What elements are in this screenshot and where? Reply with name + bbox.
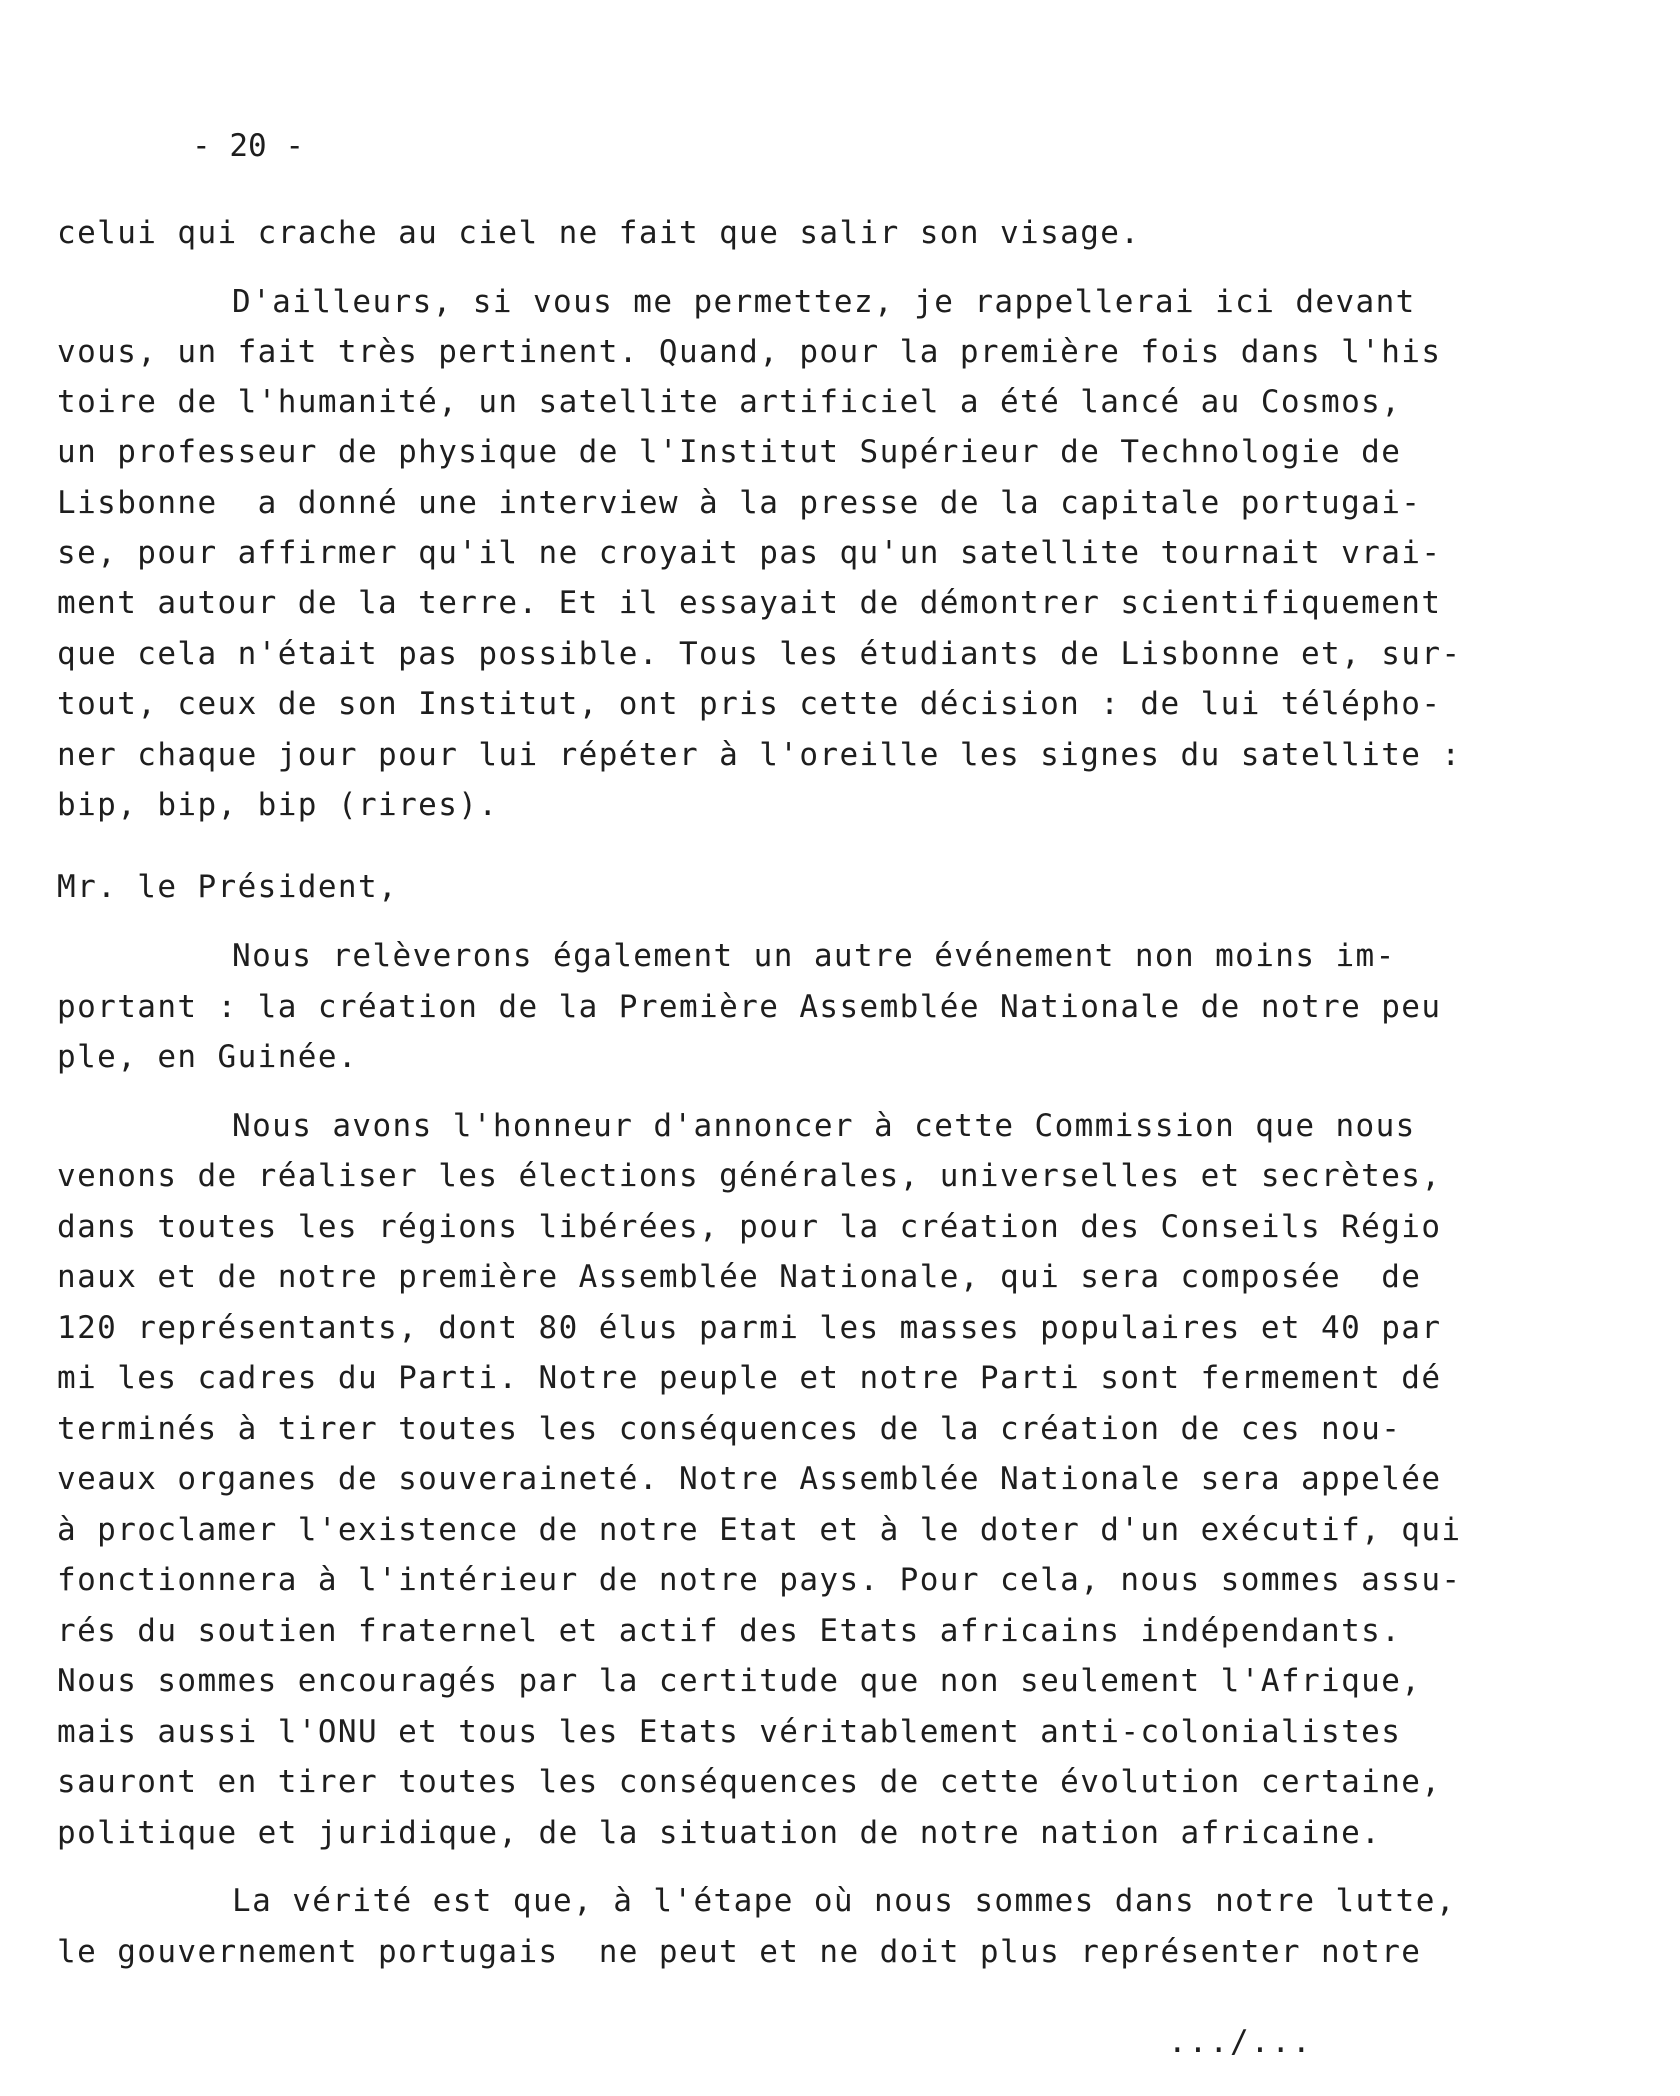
text-line: portant : la création de la Première Assemblée Nationale de notre peu: [57, 989, 1442, 1025]
text-line: vous, un fait très pertinent. Quand, pour la première fois dans l'his: [57, 334, 1442, 370]
text-line: un professeur de physique de l'Institut Supérieur de Technologie de: [57, 434, 1402, 470]
text-line: mais aussi l'ONU et tous les Etats véritablement anti-colonialistes: [57, 1714, 1402, 1750]
text-line: Lisbonne a donné une interview à la presse de la capitale portugai-: [57, 485, 1422, 521]
salutation: Mr. le Président,: [57, 869, 399, 905]
text-line: D'ailleurs, si vous me permettez, je rappellerai ici devant: [232, 284, 1416, 320]
text-line: à proclamer l'existence de notre Etat et à le doter d'un exécutif, qui: [57, 1512, 1462, 1548]
text-line: toire de l'humanité, un satellite artificiel a été lancé au Cosmos,: [57, 384, 1402, 420]
text-line: terminés à tirer toutes les conséquences de la création de ces nou-: [57, 1411, 1402, 1447]
continuation-mark: .../...: [1168, 2024, 1313, 2060]
text-line: ple, en Guinée.: [57, 1039, 358, 1075]
text-line: bip, bip, bip (rires).: [57, 787, 499, 823]
text-line: sauront en tirer toutes les conséquences de cette évolution certaine,: [57, 1764, 1442, 1800]
text-line: 120 représentants, dont 80 élus parmi les masses populaires et 40 par: [57, 1310, 1442, 1346]
text-line: ner chaque jour pour lui répéter à l'oreille les signes du satellite :: [57, 737, 1462, 773]
text-line: que cela n'était pas possible. Tous les étudiants de Lisbonne et, sur-: [57, 636, 1462, 672]
text-line: se, pour affirmer qu'il ne croyait pas qu'un satellite tournait vrai-: [57, 535, 1442, 571]
text-line: dans toutes les régions libérées, pour la création des Conseils Régio: [57, 1209, 1442, 1245]
text-line: mi les cadres du Parti. Notre peuple et notre Parti sont fermement dé: [57, 1360, 1442, 1396]
text-line: Nous sommes encouragés par la certitude que non seulement l'Afrique,: [57, 1663, 1422, 1699]
text-line: ment autour de la terre. Et il essayait de démontrer scientifiquement: [57, 585, 1442, 621]
text-line: fonctionnera à l'intérieur de notre pays. Pour cela, nous sommes assu-: [57, 1562, 1462, 1598]
text-line: naux et de notre première Assemblée Nationale, qui sera composée de: [57, 1259, 1422, 1295]
text-line: celui qui crache au ciel ne fait que salir son visage.: [57, 215, 1141, 251]
text-line: veaux organes de souveraineté. Notre Assemblée Nationale sera appelée: [57, 1461, 1442, 1497]
page-number: - 20 -: [192, 128, 304, 164]
text-line: tout, ceux de son Institut, ont pris cette décision : de lui télépho-: [57, 686, 1442, 722]
text-line: venons de réaliser les élections générales, universelles et secrètes,: [57, 1158, 1442, 1194]
text-line: politique et juridique, de la situation de notre nation africaine.: [57, 1815, 1382, 1851]
text-line: La vérité est que, à l'étape où nous sommes dans notre lutte,: [232, 1883, 1456, 1919]
text-line: rés du soutien fraternel et actif des Etats africains indépendants.: [57, 1613, 1402, 1649]
text-line: Nous relèverons également un autre événement non moins im-: [232, 938, 1396, 974]
text-line: Nous avons l'honneur d'annoncer à cette Commission que nous: [232, 1108, 1416, 1144]
text-line: le gouvernement portugais ne peut et ne doit plus représenter notre: [57, 1934, 1422, 1970]
